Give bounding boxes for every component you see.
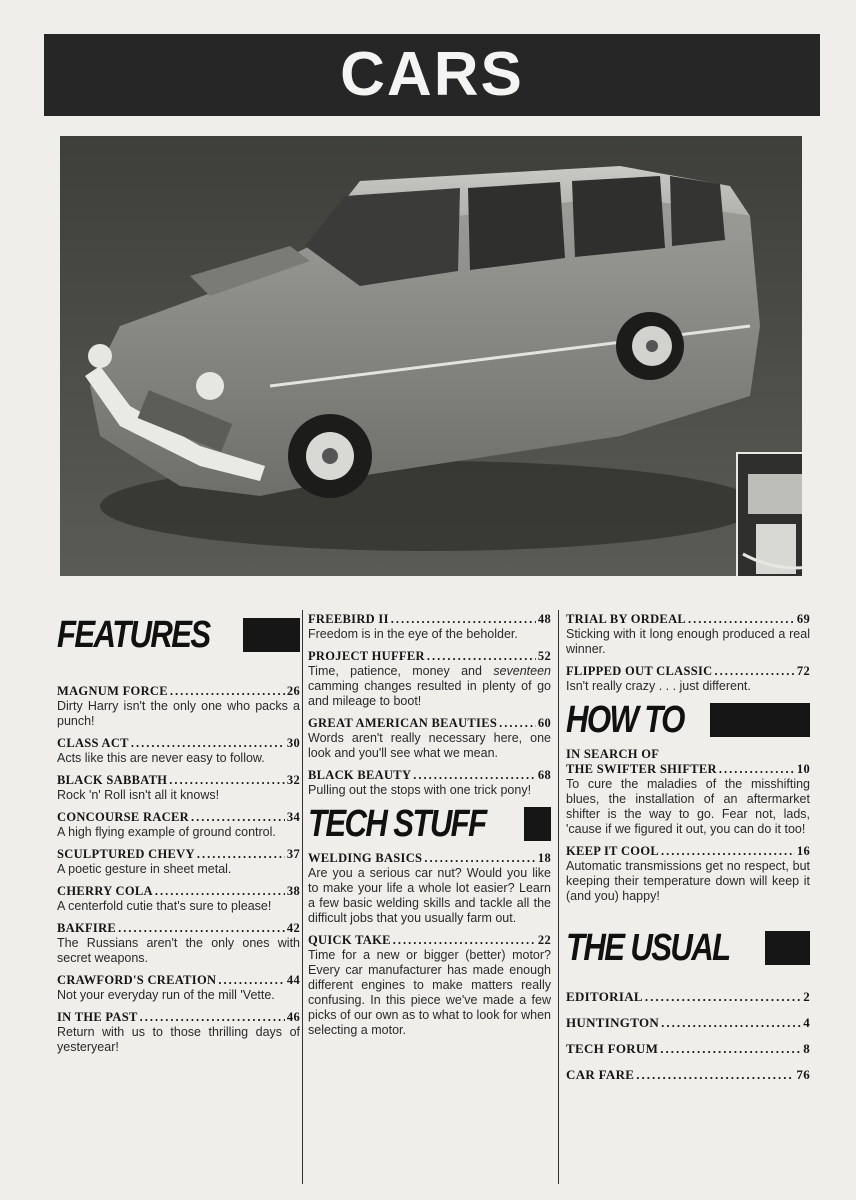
entry-page: 46 — [286, 1010, 300, 1024]
entry-title-line1: IN SEARCH OF — [566, 747, 660, 761]
leader-dots — [499, 716, 536, 731]
contents-column-3 — [566, 612, 810, 1093]
leader-dots — [218, 973, 285, 988]
contents-entry[interactable] — [57, 847, 300, 877]
contents-column-2 — [308, 612, 551, 1045]
entry-page: 69 — [796, 612, 810, 626]
contents-entry[interactable] — [566, 844, 810, 904]
entry-description: Words aren't really necessary here, one look and you'll see what we mean. — [308, 731, 551, 760]
heading-bar — [524, 807, 551, 841]
contents-entry[interactable] — [57, 684, 300, 729]
entry-description: Not your everyday run of the mill 'Vette. — [57, 988, 275, 1002]
entry-description: Return with us to those thrilling days of yesteryear! — [57, 1025, 300, 1054]
leader-dots — [661, 844, 795, 859]
entry-title: KEEP IT COOL — [566, 844, 659, 858]
section-heading-the-usual — [566, 929, 810, 967]
entry-page: 30 — [286, 736, 300, 750]
contents-entry[interactable] — [308, 933, 551, 1038]
leader-dots — [393, 933, 536, 948]
heading-bar — [710, 703, 810, 737]
leader-dots — [191, 810, 285, 825]
engine-illustration — [738, 454, 802, 576]
entry-title: QUICK TAKE — [308, 933, 391, 947]
leader-dots — [660, 1041, 801, 1056]
entry-title: BAKFIRE — [57, 921, 117, 935]
contents-entry[interactable] — [57, 1010, 300, 1055]
leader-dots — [661, 1015, 801, 1030]
entry-title: THE SWIFTER SHIFTER — [566, 762, 717, 776]
entry-page: 22 — [537, 933, 551, 947]
contents-entry[interactable] — [566, 1067, 810, 1082]
entry-page: 38 — [286, 884, 300, 898]
entry-description: Sticking with it long enough produced a real winner. — [566, 627, 810, 656]
contents-entry[interactable] — [57, 921, 300, 966]
leader-dots — [714, 664, 794, 679]
contents-entry[interactable] — [566, 1015, 810, 1030]
contents-column-1 — [57, 612, 300, 1062]
entry-page: 48 — [537, 612, 551, 626]
leader-dots — [636, 1067, 794, 1082]
entry-page: 32 — [286, 773, 300, 787]
entry-page: 8 — [803, 1041, 810, 1056]
entry-page: 52 — [537, 649, 551, 663]
leader-dots — [170, 684, 285, 699]
contents-entry[interactable] — [57, 736, 300, 766]
entry-title: WELDING BASICS — [308, 851, 423, 865]
leader-dots — [197, 847, 285, 862]
heading-bar — [243, 618, 300, 652]
entry-description: A centerfold cutie that's sure to please! — [57, 899, 272, 913]
entry-description: Automatic transmissions get no respect, but keeping their temperature down will keep it (and you) happy! — [566, 859, 810, 903]
entry-title: TECH FORUM — [566, 1041, 659, 1056]
contents-entry[interactable] — [308, 768, 551, 798]
leader-dots — [118, 921, 285, 936]
contents-entry[interactable] — [566, 1041, 810, 1056]
entry-description: Pulling out the stops with one trick pony! — [308, 783, 532, 797]
entry-description: Dirty Harry isn't the only one who packs a punch! — [57, 699, 300, 728]
features-heading-label: FEATURES — [57, 614, 210, 656]
entry-description: The Russians aren't the only ones with secret weapons. — [57, 936, 300, 965]
leader-dots — [413, 768, 536, 783]
entry-title: BLACK BEAUTY — [308, 768, 412, 782]
entry-title: EDITORIAL — [566, 989, 643, 1004]
entry-description: Time for a new or bigger (better) motor? Every car manufacturer has made enough different engines to make matters really confusing. In this piece we've made a few picks of our own as to what to look for when selecting a motor. — [308, 948, 551, 1037]
engine-inset-photo — [736, 452, 802, 576]
contents-entry[interactable] — [566, 747, 810, 837]
entry-page: 16 — [796, 844, 810, 858]
column-divider-1 — [302, 610, 303, 1184]
entry-page: 26 — [286, 684, 300, 698]
car-photo-illustration — [60, 136, 802, 576]
section-heading-features — [57, 616, 300, 654]
entry-description: A high flying example of ground control. — [57, 825, 276, 839]
entry-description: A poetic gesture in sheet metal. — [57, 862, 232, 876]
entry-title: SCULPTURED CHEVY — [57, 847, 195, 861]
heading-bar — [765, 931, 810, 965]
leader-dots — [424, 851, 536, 866]
entry-description: Isn't really crazy . . . just different. — [566, 679, 751, 693]
masthead-banner — [44, 34, 820, 116]
column-divider-2 — [558, 610, 559, 1184]
entry-page: 10 — [796, 762, 810, 776]
entry-title: CAR FARE — [566, 1067, 635, 1082]
entry-title: IN THE PAST — [57, 1010, 138, 1024]
contents-entry[interactable] — [57, 884, 300, 914]
entry-description: Acts like this are never easy to follow. — [57, 751, 265, 765]
entry-description: Are you a serious car nut? Would you like to make your life a whole lot easier? Learn a few basic welding skills and tackle all the difficult jobs that you usually farm out. — [308, 866, 551, 925]
leader-dots — [169, 773, 285, 788]
entry-page: 68 — [537, 768, 551, 782]
leader-dots — [645, 989, 801, 1004]
entry-title: TRIAL BY ORDEAL — [566, 612, 687, 626]
contents-entry[interactable] — [566, 612, 810, 657]
contents-entry[interactable] — [57, 973, 300, 1003]
entry-page: 4 — [803, 1015, 810, 1030]
contents-entry[interactable] — [57, 810, 300, 840]
entry-page: 60 — [537, 716, 551, 730]
entry-description: Freedom is in the eye of the beholder. — [308, 627, 518, 641]
contents-entry[interactable] — [57, 773, 300, 803]
contents-entry[interactable] — [308, 612, 551, 642]
entry-description: To cure the maladies of the misshifting blues, the installation of an aftermarket shifter is the way to go. Fear not, lads, 'cause if we figured it out, you can do it too! — [566, 777, 810, 836]
entry-title: FREEBIRD II — [308, 612, 389, 626]
entry-title: MAGNUM FORCE — [57, 684, 168, 698]
leader-dots — [427, 649, 536, 664]
entry-title: HUNTINGTON — [566, 1015, 660, 1030]
section-heading-how-to — [566, 701, 810, 739]
entry-title: BLACK SABBATH — [57, 773, 168, 787]
leader-dots — [140, 1010, 285, 1025]
contents-entry[interactable] — [308, 649, 551, 709]
entry-title: CONCOURSE RACER — [57, 810, 189, 824]
contents-entry[interactable] — [566, 664, 810, 694]
leader-dots — [719, 762, 795, 777]
leader-dots — [131, 736, 285, 751]
entry-page: 76 — [796, 1067, 810, 1082]
how-to-heading-label: HOW TO — [566, 699, 684, 741]
leader-dots — [155, 884, 285, 899]
contents-entry[interactable] — [308, 716, 551, 761]
entry-title: CRAWFORD'S CREATION — [57, 973, 217, 987]
cover-photo-car — [60, 136, 802, 576]
section-heading-tech-stuff — [308, 805, 551, 843]
entry-title: GREAT AMERICAN BEAUTIES — [308, 716, 498, 730]
entry-page: 44 — [286, 973, 300, 987]
entry-description: Rock 'n' Roll isn't all it knows! — [57, 788, 220, 802]
contents-entry[interactable] — [566, 989, 810, 1004]
entry-page: 42 — [286, 921, 300, 935]
entry-title: PROJECT HUFFER — [308, 649, 425, 663]
entry-page: 72 — [796, 664, 810, 678]
entry-title: FLIPPED OUT CLASSIC — [566, 664, 713, 678]
entry-title: CLASS ACT — [57, 736, 129, 750]
entry-page: 34 — [286, 810, 300, 824]
tech-stuff-heading-label: TECH STUFF — [308, 803, 486, 845]
masthead-title: CARS — [340, 40, 524, 109]
the-usual-heading-label: THE USUAL — [566, 927, 730, 969]
entry-page: 18 — [537, 851, 551, 865]
entry-description: Time, patience, money and seventeen camming changes resulted in plenty of go and mileage to boot! — [308, 664, 551, 708]
contents-entry[interactable] — [308, 851, 551, 926]
entry-title: CHERRY COLA — [57, 884, 153, 898]
leader-dots — [391, 612, 536, 627]
entry-page: 37 — [286, 847, 300, 861]
entry-page: 2 — [803, 989, 810, 1004]
leader-dots — [688, 612, 795, 627]
